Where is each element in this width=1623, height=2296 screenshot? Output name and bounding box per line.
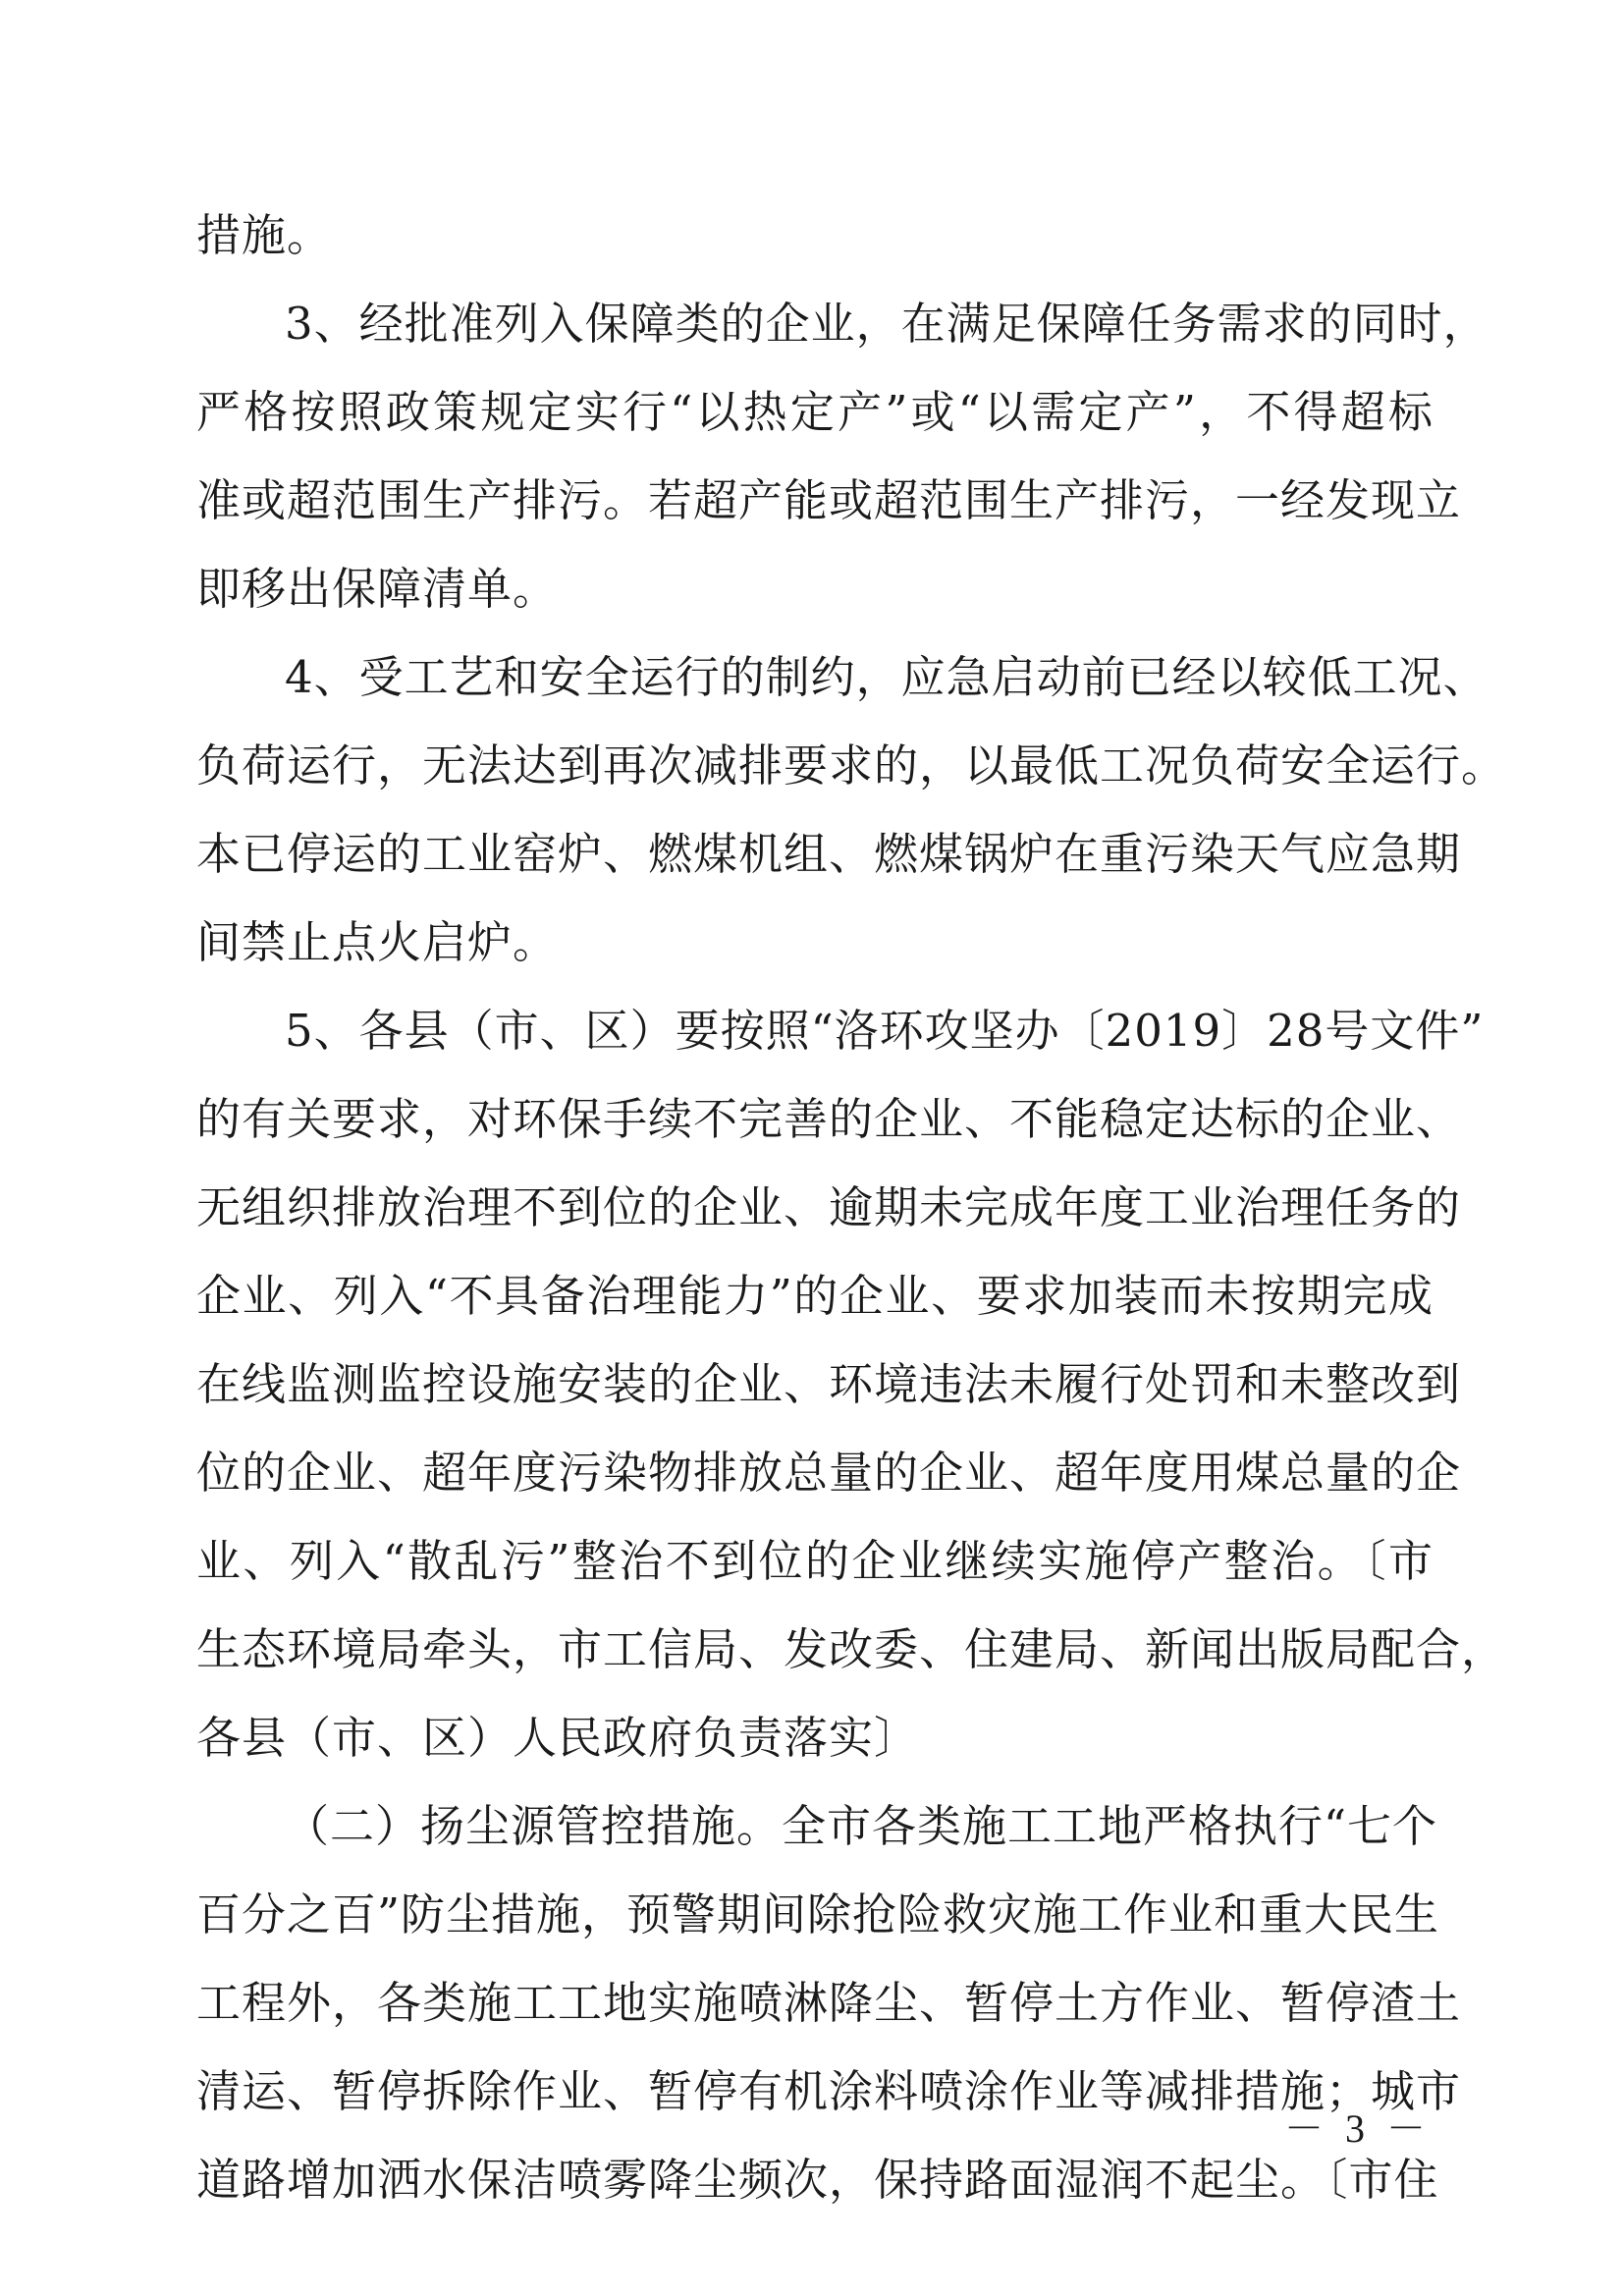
text-line-4: 准或超范围生产排污。若超产能或超范围生产排污，一经发现立 — [196, 474, 1462, 526]
text-line-2: 3、经批准列入保障类的企业，在满足保障任务需求的同时， — [285, 298, 1488, 350]
text-line-11: 的有关要求，对环保手续不完善的企业、不能稳定达标的企业、 — [196, 1093, 1462, 1145]
text-line-16: 业、列入“散乱污”整治不到位的企业继续实施停产整治。〔市 — [196, 1535, 1434, 1587]
text-line-18: 各县（市、区）人民政府负责落实〕 — [196, 1712, 920, 1764]
text-line-13: 企业、列入“不具备治理能力”的企业、要求加装而未按期完成 — [196, 1270, 1434, 1322]
text-line-6: 4、受工艺和安全运行的制约，应急启动前已经以较低工况、 — [285, 651, 1488, 703]
text-line-19: （二）扬尘源管控措施。全市各类施工工地严格执行“七个 — [285, 1800, 1438, 1852]
text-line-12: 无组织排放治理不到位的企业、逾期未完成年度工业治理任务的 — [196, 1181, 1462, 1233]
text-line-21: 工程外，各类施工工地实施喷淋降尘、暂停土方作业、暂停渣土 — [196, 1977, 1462, 2029]
text-line-8: 本已停运的工业窑炉、燃煤机组、燃煤锅炉在重污染天气应急期 — [196, 828, 1462, 880]
text-line-15: 位的企业、超年度污染物排放总量的企业、超年度用煤总量的企 — [196, 1447, 1462, 1499]
text-line-20: 百分之百”防尘措施，预警期间除抢险救灾施工作业和重大民生 — [196, 1888, 1440, 1941]
text-line-10: 5、各县（市、区）要按照“洛环攻坚办〔2019〕28号文件” — [285, 1005, 1485, 1057]
text-line-14: 在线监测监控设施安装的企业、环境违法未履行处罚和未整改到 — [196, 1358, 1462, 1410]
text-line-5: 即移出保障清单。 — [196, 563, 559, 615]
text-line-22: 清运、暂停拆除作业、暂停有机涂料喷涂作业等减排措施；城市 — [196, 2065, 1462, 2117]
text-line-3: 严格按照政策规定实行“以热定产”或“以需定产”，不得超标 — [196, 386, 1434, 438]
text-line-1: 措施。 — [196, 209, 333, 261]
text-line-17: 生态环境局牵头，市工信局、发改委、住建局、新闻出版局配合， — [196, 1623, 1507, 1675]
text-line-23: 道路增加洒水保洁喷雾降尘频次，保持路面湿润不起尘。〔市住 — [196, 2154, 1439, 2206]
page-number: － 3 － — [1284, 2106, 1432, 2151]
text-line-9: 间禁止点火启炉。 — [196, 916, 559, 968]
text-line-7: 负荷运行，无法达到再次减排要求的，以最低工况负荷安全运行。 — [196, 739, 1507, 792]
